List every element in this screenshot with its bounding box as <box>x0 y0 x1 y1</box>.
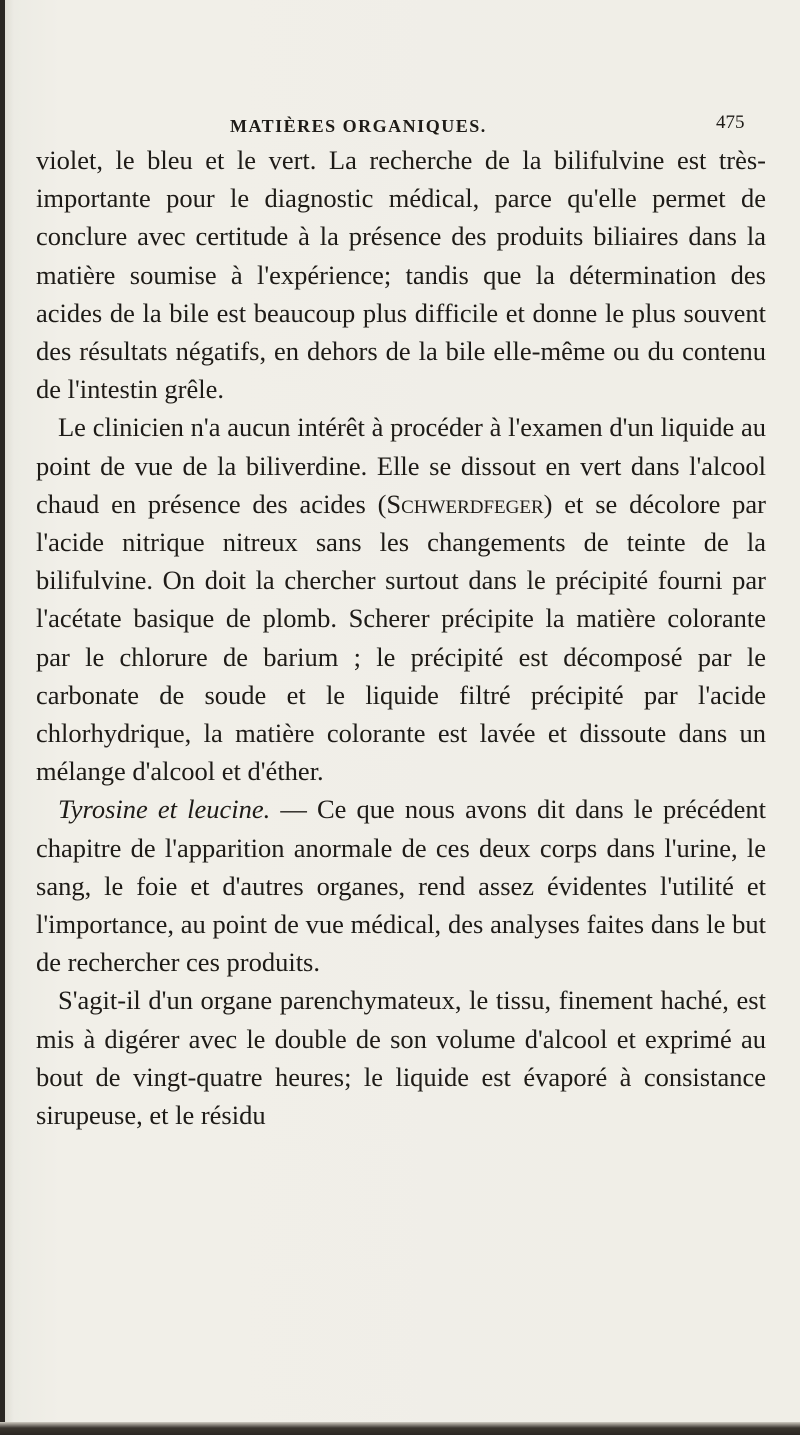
book-spine-edge <box>0 0 5 1435</box>
paragraph-text: Le clinicien n'a aucun intérêt à procéder à l'examen d'un liquide au point de vue de la biliverdine. Elle se dissout en vert dans l'alcool chaud en présence des acides ( <box>36 412 766 519</box>
paragraph-text: ) et se décolore par l'acide nitrique nitreux sans les changements de teinte de la bilifulvine. On doit la chercher surtout dans le précipité fourni par l'acétate basique de plomb. Scherer précipite la matière colorante par le chlorure de barium ; le précipité est décomposé par le carbonate de soude et le liquide filtré précipité par l'acide chlorhydrique, la matière colorante est lavée et dissoute dans un mélange d'alcool et d'éther. <box>36 488 766 787</box>
running-title: MATIÈRES ORGANIQUES. <box>230 116 487 136</box>
paragraph-text: violet, le bleu et le vert. La recherche de la bilifulvine est très-importante pour le diagnostic médical, parce qu'elle permet de conclure avec certitude à la présence des produits biliaires dans la matière soumise à l'expérience; tandis que la détermination des acides de la bile est beaucoup plus difficile et donne le plus souvent des résultats négatifs, en dehors de la bile elle-même ou du contenu de l'intestin grêle. <box>36 145 766 405</box>
page-bottom-edge <box>0 1422 800 1435</box>
body-text <box>36 141 766 1134</box>
author-name: Schwerdfeger <box>386 488 544 519</box>
paragraph-biliverdine <box>36 408 766 790</box>
paragraph-bilifulvine <box>36 141 766 408</box>
paragraph-tyrosine-leucine <box>36 790 766 981</box>
running-head <box>0 112 800 140</box>
page-number: 475 <box>716 112 745 133</box>
paragraph-text: S'agit-il d'un organe parenchymateux, le tissu, finement haché, est mis à digérer avec le double de son volume d'alcool et exprimé au bout de vingt-quatre heures; le liquide est évaporé à consistance sirupeuse, et le résidu <box>36 985 766 1131</box>
section-heading: Tyrosine et leucine. <box>58 794 271 825</box>
paragraph-organe <box>36 981 766 1134</box>
paragraph-text: — Ce que nous avons dit dans le précédent chapitre de l'apparition anormale de ces deux corps dans l'urine, le sang, le foie et d'autres organes, rend assez évidentes l'utilité et l'importance, au point de vue médical, des analyses faites dans le but de rechercher ces produits. <box>36 794 766 978</box>
